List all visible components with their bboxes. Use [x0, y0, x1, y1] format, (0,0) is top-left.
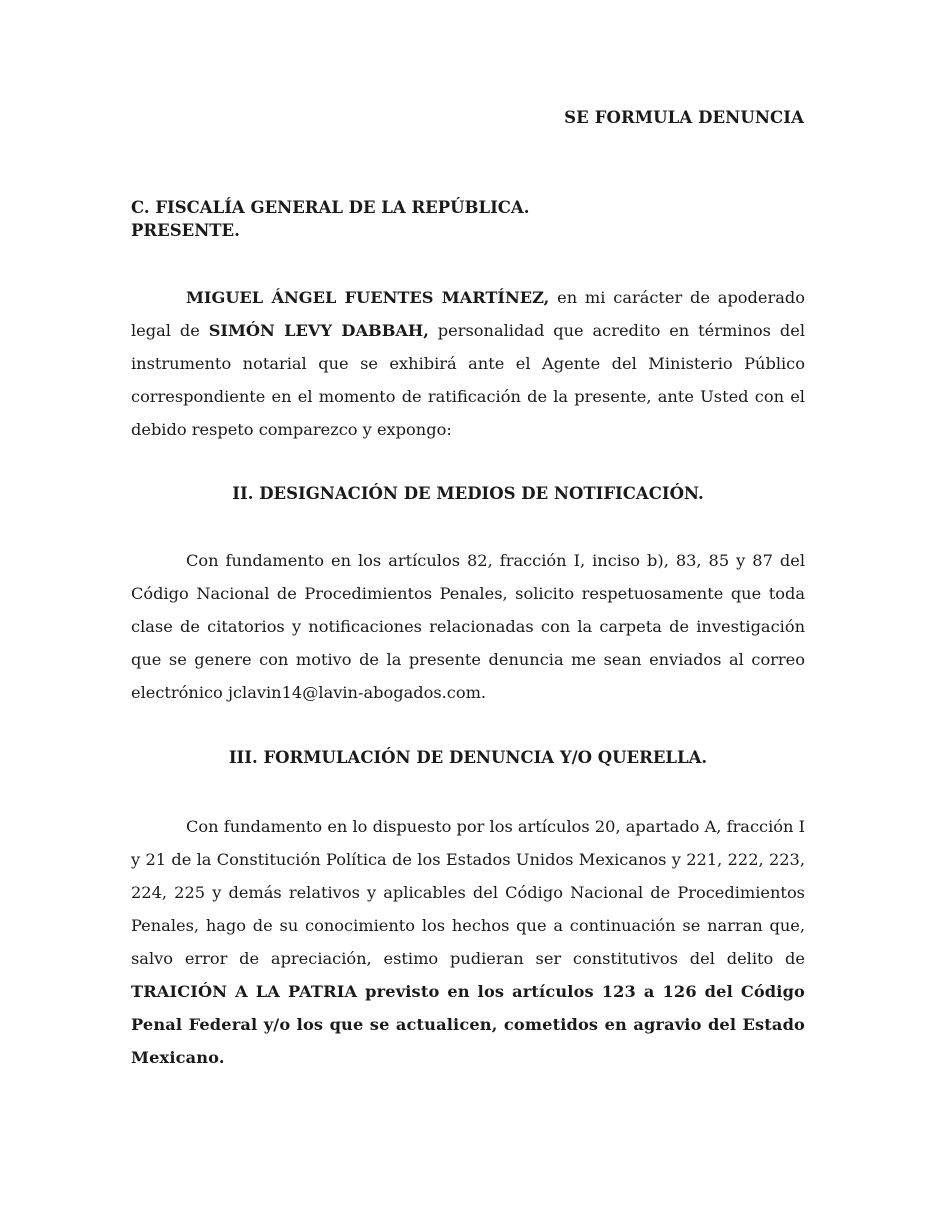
section-2-paragraph: [131, 544, 805, 709]
document-title: SE FORMULA DENUNCIA: [564, 108, 804, 127]
section-3-heading: III. FORMULACIÓN DE DENUNCIA Y/O QUERELLA.: [228, 748, 708, 767]
intro-paragraph: [131, 281, 805, 446]
addressee-line-1: C. FISCALÍA GENERAL DE LA REPÚBLICA.: [131, 198, 530, 217]
addressee-block: [131, 196, 529, 242]
section-3-body: Con fundamento en lo dispuesto por los artículos 20, apartado A, fracción I y 21 de la Constitución Política de los Estados Unidos Mexicanos y 221, 222, 223, 224, 225 y demás relativos y aplicables del Código Nacional de Procedimientos Penales, hago de su conocimiento los hechos que a continuación se narran que, salvo error de apreciación, estimo pudieran ser constitutivos del delito de: [131, 817, 805, 968]
addressee-line-2: PRESENTE.: [131, 221, 240, 240]
client-name: SIMÓN LEVY DABBAH,: [208, 321, 429, 340]
intro-text-a: en mi carácter de apoderado legal de: [131, 288, 805, 340]
section-2-heading: II. DESIGNACIÓN DE MEDIOS DE NOTIFICACIÓN.: [232, 484, 704, 503]
section-3-paragraph: [131, 810, 805, 1074]
section-2-body: Con fundamento en los artículos 82, fracción I, inciso b), 83, 85 y 87 del Código Nacional de Procedimientos Penales, solicito respetuosamente que toda clase de citatorios y notificaciones relacionadas con la carpeta de investigación que se genere con motivo de la presente denuncia me sean enviados al correo electrónico jclavin14@lavin-abogados.com.: [131, 551, 805, 702]
complainant-name: MIGUEL ÁNGEL FUENTES MARTÍNEZ,: [186, 288, 550, 307]
crime-statement: TRAICIÓN A LA PATRIA previsto en los artículos 123 a 126 del Código Penal Federal y/o los que se actualicen, cometidos en agravio del Estado Mexicano.: [131, 982, 805, 1067]
intro-text-b: personalidad que acredito en términos del instrumento notarial que se exhibirá ante el Agente del Ministerio Público correspondiente en el momento de ratificación de la presente, ante Usted con el debido respeto comparezco y expongo:: [131, 321, 805, 439]
